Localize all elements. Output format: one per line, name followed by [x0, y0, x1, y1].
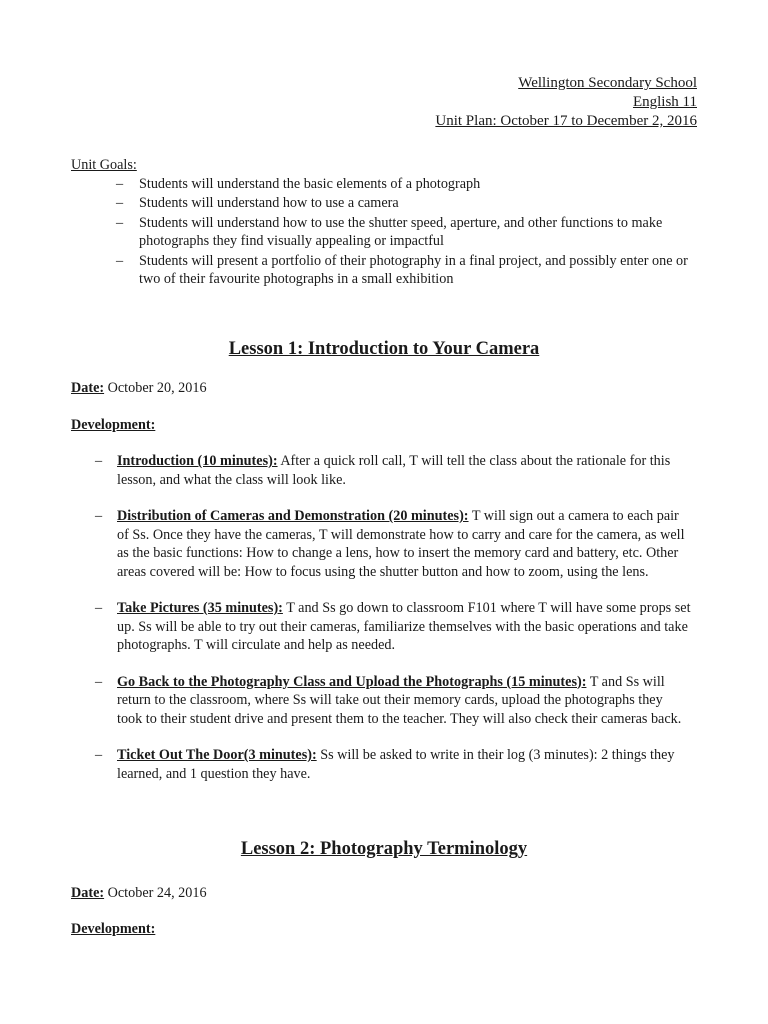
lesson-2-development [71, 920, 155, 939]
list-item [71, 214, 711, 251]
development-label: Development: [71, 921, 156, 937]
list-item [71, 599, 691, 655]
item-text: T and Ss will return to the classroom, where Ss will take out their memory cards, upload the photographs they took to their student drive and present them to the teacher. They will also check their cameras back. [117, 673, 682, 727]
list-item [71, 507, 691, 581]
unit-goals-list [71, 175, 711, 289]
unit-goals-title: Unit Goals: [71, 157, 137, 173]
course-name: English 11 [632, 94, 697, 110]
item-text: After a quick roll call, T will tell the class about the rationale for this lesson, and what the class will look like. [117, 453, 671, 488]
dash-bullet: – [116, 195, 124, 211]
date-value: October 24, 2016 [107, 885, 207, 901]
item-text: Ss will be asked to write in their log (3 minutes): 2 things they learned, and 1 question they have. [117, 747, 675, 782]
date-label: Date: [71, 380, 105, 396]
school-name: Wellington Secondary School [518, 75, 697, 91]
dash-bullet: – [116, 175, 124, 192]
list-item [71, 175, 711, 194]
item-heading: Ticket Out The Door(3 minutes): [117, 747, 317, 763]
dash-bullet: – [95, 453, 103, 469]
lesson-1-date [71, 379, 207, 398]
list-item [71, 673, 691, 729]
list-item [71, 252, 711, 289]
development-label: Development: [71, 417, 156, 433]
dash-bullet: – [95, 508, 103, 524]
item-heading: Go Back to the Photography Class and Upload the Photographs (15 minutes): [117, 673, 587, 690]
item-text: T and Ss go down to classroom F101 where T will have some props set up. Ss will be able to try out their cameras, familiarize themselves with the basic operations and take photographs. T will circulate and help as needed. [117, 600, 691, 653]
document-header [435, 74, 697, 131]
item-heading: Distribution of Cameras and Demonstration (20 minutes): [117, 508, 469, 524]
list-item [71, 452, 691, 489]
lesson-1-development [71, 416, 155, 435]
goal-text: Students will understand how to use the shutter speed, aperture, and other functions to make photographs they find visually appealing or impactful [139, 214, 663, 249]
date-label: Date: [71, 885, 105, 901]
dash-bullet: – [95, 747, 103, 763]
goal-text: Students will understand the basic elements of a photograph [139, 175, 481, 192]
goal-text: Students will understand how to use a camera [139, 195, 399, 211]
item-heading: Introduction (10 minutes): [117, 453, 278, 469]
dash-bullet: – [95, 600, 103, 616]
list-item [71, 746, 691, 783]
dash-bullet: – [116, 252, 124, 269]
lesson-1-development-list [71, 452, 691, 801]
lesson-2-title: Lesson 2: Photography Terminology [240, 839, 528, 859]
date-value: October 20, 2016 [107, 380, 207, 396]
lesson-2-date [71, 884, 207, 903]
dash-bullet: – [95, 673, 103, 690]
lesson-1-title: Lesson 1: Introduction to Your Camera [228, 339, 540, 359]
item-heading: Take Pictures (35 minutes): [117, 600, 283, 616]
goal-text: Students will present a portfolio of their photography in a final project, and possibly enter one or two of their favourite photographs in a small exhibition [139, 252, 688, 287]
item-text: T will sign out a camera to each pair of Ss. Once they have the cameras, T will demonstrate how to carry and care for the camera, as well as the basic functions: How to change a lens, how to insert the memory card and battery, etc. Other areas covered will be: How to focus using the shutter button and how to zoom, using the lens. [117, 508, 685, 580]
unit-goals-section [71, 156, 711, 290]
unit-plan-dates: Unit Plan: October 17 to December 2, 2016 [435, 113, 697, 129]
dash-bullet: – [116, 214, 124, 231]
list-item [71, 194, 711, 213]
